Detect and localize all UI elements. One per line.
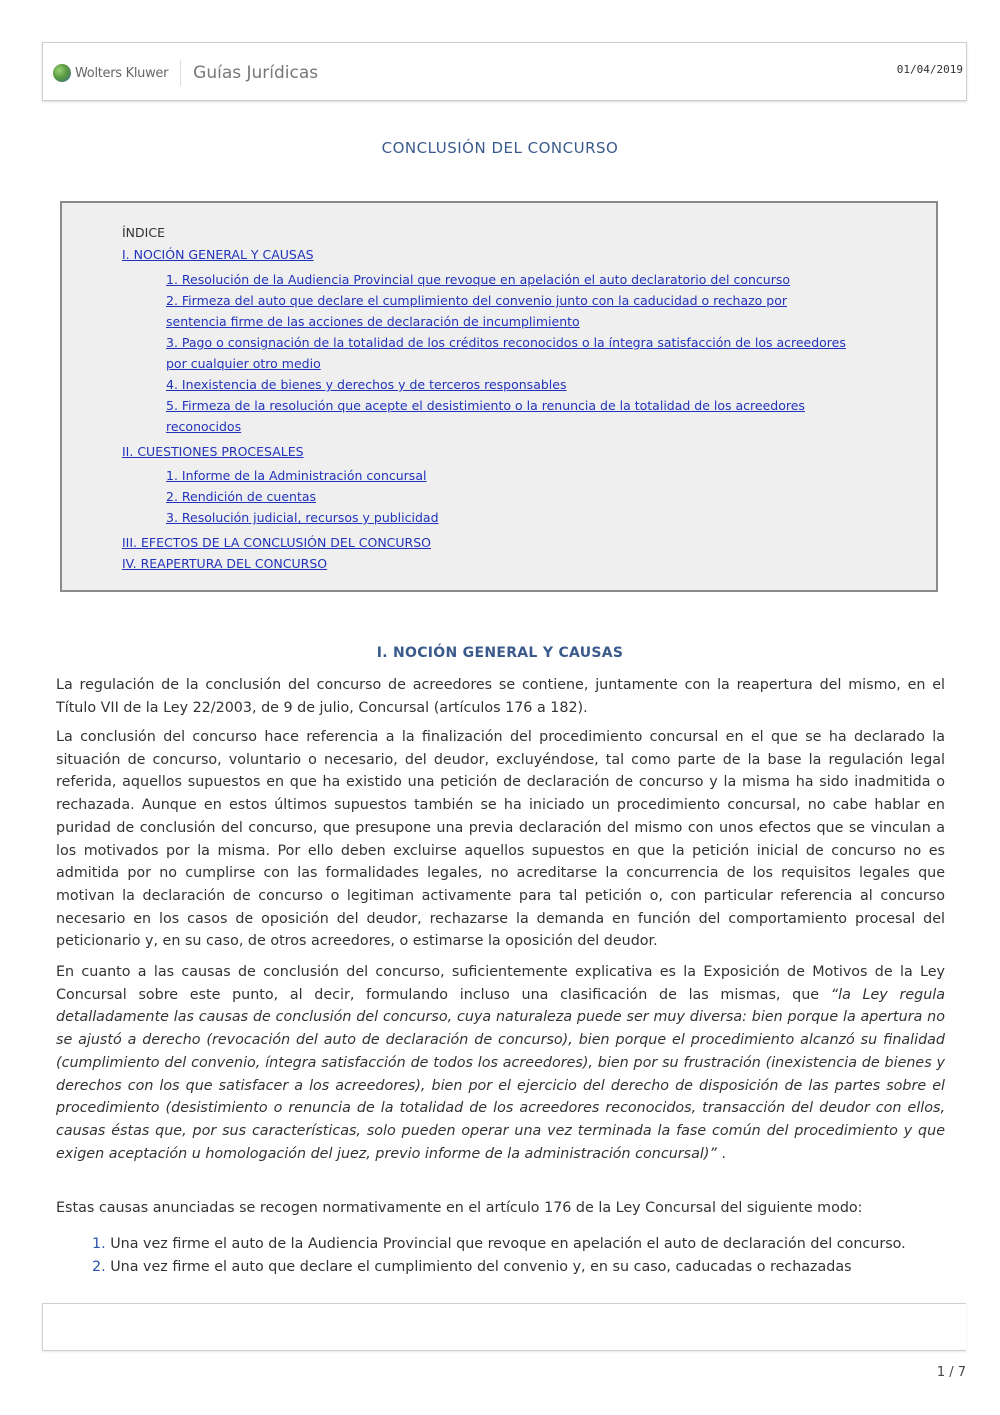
product-name: Guías Jurídicas	[193, 63, 319, 83]
toc-link-1-4[interactable]: 4. Inexistencia de bienes y derechos y de terceros responsables	[166, 377, 567, 392]
toc-link-1-2[interactable]: 2. Firmeza del auto que declare el cumplimiento del convenio junto con la caducidad o rechazo por sentencia firme de las acciones de declaración de incumplimiento	[166, 293, 788, 329]
paragraph-3-quote: “la Ley regula detalladamente las causas de conclusión del concurso, cuya naturaleza puede ser muy diversa: bien porque la apertura no se ajustó a derecho (revocación del auto de declaración de concurso), bien porque el procedimiento alcanzó su finalidad (cumplimiento del convenio, íntegra satisfacción de todos los acreedores), bien por su frustración (inexistencia de bienes y derechos con los que satisfacer a los acreedores), bien por el ejercicio del derecho de disposición de las partes sobre el procedimiento (desistimiento o renuncia de la totalidad de los acreedores reconocidos, transacción del deudor con ellos, causas éstas que, por sus características, solo pueden operar una vez terminada la fase común del procedimiento y que exigen aceptación u homologación del juez, previo informe de la administración concursal)”	[56, 986, 945, 1162]
list-item	[92, 1256, 922, 1279]
paragraph-3-end: .	[716, 1145, 726, 1162]
toc-link-2-2[interactable]: 2. Rendición de cuentas	[166, 489, 317, 504]
list-item	[92, 1233, 922, 1256]
toc-link-section-2[interactable]: II. CUESTIONES PROCESALES	[122, 444, 304, 459]
toc-link-2-1[interactable]: 1. Informe de la Administración concursal	[166, 468, 427, 483]
list-item-number: 1.	[92, 1236, 106, 1252]
wolters-kluwer-logo-icon	[53, 64, 71, 82]
toc-link-section-3[interactable]: III. EFECTOS DE LA CONCLUSIÓN DEL CONCURSO	[122, 535, 432, 550]
page-header	[42, 42, 967, 101]
toc-link-1-1[interactable]: 1. Resolución de la Audiencia Provincial que revoque en apelación el auto declaratorio del concurso	[166, 272, 791, 287]
toc-link-1-5[interactable]: 5. Firmeza de la resolución que acepte el desistimiento o la renuncia de la totalidad de los acreedores reconocidos	[166, 398, 805, 434]
page-number: 1 / 7	[936, 1365, 966, 1380]
toc-link-1-3[interactable]: 3. Pago o consignación de la totalidad de los créditos reconocidos o la íntegra satisfacción de los acreedores por cualquier otro medio	[166, 335, 846, 371]
toc-heading: ÍNDICE	[122, 225, 165, 240]
brand-divider	[180, 60, 181, 86]
header-date: 01/04/2019	[896, 63, 963, 76]
paragraph-3-text: En cuanto a las causas de conclusión del concurso, suficientemente explicativa es la Exposición de Motivos de la Ley Concursal sobre este punto, al decir, formulando incluso una clasificación de las mismas, que	[56, 964, 945, 1003]
toc-link-section-4[interactable]: IV. REAPERTURA DEL CONCURSO	[122, 556, 328, 571]
page-footer	[42, 1303, 966, 1351]
brand-logo	[53, 60, 318, 86]
paragraph-3	[56, 961, 945, 1165]
paragraph-4: Estas causas anunciadas se recogen normativamente en el artículo 176 de la Ley Concursal del siguiente modo:	[56, 1200, 863, 1216]
causes-list	[92, 1233, 922, 1278]
table-of-contents	[60, 201, 938, 592]
toc-link-section-1[interactable]: I. NOCIÓN GENERAL Y CAUSAS	[122, 247, 314, 262]
section-title: I. NOCIÓN GENERAL Y CAUSAS	[376, 645, 624, 661]
list-item-text: Una vez firme el auto que declare el cumplimiento del convenio y, en su caso, caducadas o rechazadas	[110, 1258, 852, 1275]
paragraph-1: La regulación de la conclusión del concurso de acreedores se contiene, juntamente con la reapertura del mismo, en el Título VII de la Ley 22/2003, de 9 de julio, Concursal (artículos 176 a 182).	[56, 677, 945, 716]
list-item-text: Una vez firme el auto de la Audiencia Provincial que revoque en apelación el auto de declaración del concurso.	[110, 1236, 906, 1252]
toc-link-2-3[interactable]: 3. Resolución judicial, recursos y publicidad	[166, 510, 439, 525]
brand-name: Wolters Kluwer	[75, 65, 169, 81]
paragraph-2: La conclusión del concurso hace referencia a la finalización del procedimiento concursal en el que se ha declarado la situación de concurso, voluntario o necesario, del deudor, excluyéndose, tal como parte de la base la regulación legal referida, aquellos supuestos en que ha existido una petición de declaración de concurso y la misma ha sido inadmitida o rechazada. Aunque en estos últimos supuestos también se ha iniciado un procedimiento concursal, no cabe hablar en puridad de conclusión del concurso, que presupone una previa declaración del mismo con unos efectos que se vinculan a los motivados por la misma. Por ello deben excluirse aquellos supuestos en que la petición inicial de concurso no es admitida por no cumplirse con las formalidades legales, no acreditarse la concurrencia de los requisitos legales que motivan la declaración de concurso o legitiman activamente para tal petición o, con particular referencia al concurso necesario en los casos de oposición del deudor, rechazarse la demanda en función del comportamiento procesal del peticionario y, en su caso, de otros acreedores, o estimarse la oposición del deudor.	[56, 729, 945, 950]
document-title: CONCLUSIÓN DEL CONCURSO	[381, 139, 619, 157]
list-item-number: 2.	[92, 1258, 106, 1275]
